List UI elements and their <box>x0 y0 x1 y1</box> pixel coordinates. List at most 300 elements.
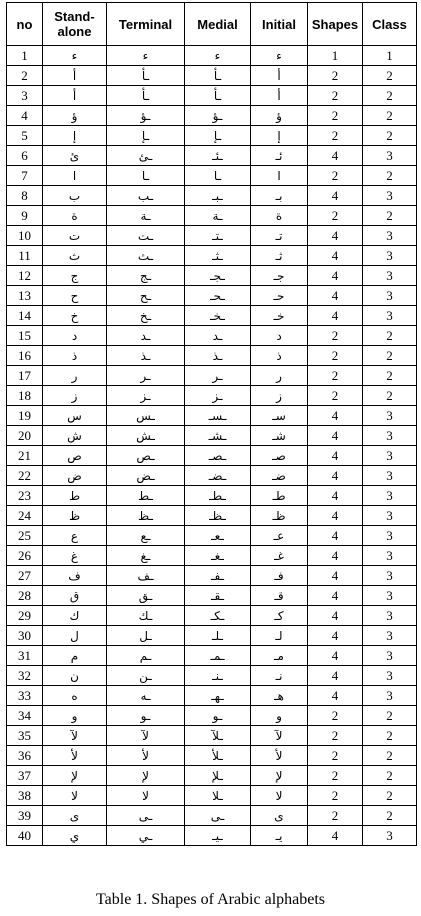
cell-medial: ـلأ <box>185 746 251 766</box>
cell-shapes: 4 <box>308 826 363 846</box>
cell-no: 39 <box>7 806 43 826</box>
cell-standalone: و <box>43 706 107 726</box>
cell-shapes: 2 <box>308 746 363 766</box>
cell-standalone: أ <box>43 86 107 106</box>
cell-no: 1 <box>7 46 43 66</box>
cell-class: 3 <box>363 646 417 666</box>
cell-class: 2 <box>363 366 417 386</box>
cell-class: 2 <box>363 86 417 106</box>
cell-no: 40 <box>7 826 43 846</box>
table-row <box>7 486 417 506</box>
cell-medial: ـأ <box>185 86 251 106</box>
cell-initial: لأ <box>251 746 308 766</box>
cell-no: 5 <box>7 126 43 146</box>
cell-terminal: ـص <box>107 446 185 466</box>
header-initial: Initial <box>251 3 308 46</box>
cell-class: 2 <box>363 766 417 786</box>
cell-initial: عـ <box>251 526 308 546</box>
cell-terminal: لآ <box>107 726 185 746</box>
cell-initial: قـ <box>251 586 308 606</box>
cell-initial: شـ <box>251 426 308 446</box>
cell-standalone: لإ <box>43 766 107 786</box>
cell-medial: ـبـ <box>185 186 251 206</box>
cell-shapes: 4 <box>308 406 363 426</box>
table-row <box>7 566 417 586</box>
table-row <box>7 106 417 126</box>
cell-terminal: لا <box>107 786 185 806</box>
cell-standalone: ض <box>43 466 107 486</box>
cell-standalone: لا <box>43 786 107 806</box>
cell-shapes: 1 <box>308 46 363 66</box>
cell-no: 26 <box>7 546 43 566</box>
cell-medial: ـيـ <box>185 826 251 846</box>
cell-initial: خـ <box>251 306 308 326</box>
cell-initial: ى <box>251 806 308 826</box>
table-row <box>7 786 417 806</box>
cell-medial: ـحـ <box>185 286 251 306</box>
cell-initial: حـ <box>251 286 308 306</box>
cell-medial: ـر <box>185 366 251 386</box>
cell-shapes: 2 <box>308 766 363 786</box>
cell-standalone: ت <box>43 226 107 246</box>
table-row <box>7 686 417 706</box>
cell-terminal: ـذ <box>107 346 185 366</box>
cell-standalone: ا <box>43 166 107 186</box>
table-row <box>7 346 417 366</box>
cell-no: 28 <box>7 586 43 606</box>
cell-shapes: 4 <box>308 666 363 686</box>
cell-shapes: 4 <box>308 306 363 326</box>
cell-shapes: 4 <box>308 626 363 646</box>
cell-terminal: ـك <box>107 606 185 626</box>
cell-class: 2 <box>363 706 417 726</box>
cell-standalone: ص <box>43 446 107 466</box>
cell-terminal: ـع <box>107 526 185 546</box>
cell-shapes: 4 <box>308 146 363 166</box>
cell-standalone: ذ <box>43 346 107 366</box>
cell-shapes: 2 <box>308 326 363 346</box>
table-row <box>7 526 417 546</box>
cell-shapes: 2 <box>308 126 363 146</box>
cell-class: 2 <box>363 106 417 126</box>
cell-terminal: ـث <box>107 246 185 266</box>
cell-medial: ـلإ <box>185 766 251 786</box>
table-row <box>7 806 417 826</box>
cell-shapes: 4 <box>308 606 363 626</box>
cell-no: 10 <box>7 226 43 246</box>
cell-standalone: لآ <box>43 726 107 746</box>
cell-terminal: ـغ <box>107 546 185 566</box>
cell-no: 31 <box>7 646 43 666</box>
cell-class: 3 <box>363 526 417 546</box>
table-row <box>7 666 417 686</box>
cell-shapes: 2 <box>308 206 363 226</box>
table-row <box>7 166 417 186</box>
cell-medial: ـلا <box>185 786 251 806</box>
header-standalone-line2: alone <box>57 24 92 39</box>
table-row <box>7 726 417 746</box>
cell-initial: د <box>251 326 308 346</box>
cell-medial: ـهـ <box>185 686 251 706</box>
cell-standalone: ء <box>43 46 107 66</box>
cell-terminal: ـؤ <box>107 106 185 126</box>
cell-medial: ـعـ <box>185 526 251 546</box>
cell-initial: غـ <box>251 546 308 566</box>
cell-shapes: 4 <box>308 506 363 526</box>
cell-medial: ـنـ <box>185 666 251 686</box>
cell-medial: ـى <box>185 806 251 826</box>
cell-initial: و <box>251 706 308 726</box>
cell-standalone: ك <box>43 606 107 626</box>
cell-terminal: ء <box>107 46 185 66</box>
cell-initial: صـ <box>251 446 308 466</box>
cell-class: 2 <box>363 806 417 826</box>
header-no: no <box>7 3 43 46</box>
cell-standalone: ى <box>43 806 107 826</box>
table-header-row <box>7 3 417 46</box>
cell-medial: ـكـ <box>185 606 251 626</box>
cell-medial: ـسـ <box>185 406 251 426</box>
cell-terminal: ـأ <box>107 66 185 86</box>
cell-shapes: 4 <box>308 646 363 666</box>
table-row <box>7 46 417 66</box>
cell-class: 3 <box>363 826 417 846</box>
header-class: Class <box>363 3 417 46</box>
cell-class: 2 <box>363 346 417 366</box>
cell-shapes: 2 <box>308 86 363 106</box>
cell-initial: أ <box>251 86 308 106</box>
cell-no: 33 <box>7 686 43 706</box>
cell-class: 3 <box>363 466 417 486</box>
cell-medial: ـو <box>185 706 251 726</box>
cell-no: 17 <box>7 366 43 386</box>
cell-initial: لـ <box>251 626 308 646</box>
cell-no: 7 <box>7 166 43 186</box>
cell-no: 12 <box>7 266 43 286</box>
cell-shapes: 4 <box>308 286 363 306</box>
cell-initial: ئـ <box>251 146 308 166</box>
cell-class: 3 <box>363 506 417 526</box>
cell-medial: ـغـ <box>185 546 251 566</box>
cell-shapes: 2 <box>308 386 363 406</box>
table-row <box>7 186 417 206</box>
cell-medial: ـذ <box>185 346 251 366</box>
cell-class: 2 <box>363 726 417 746</box>
cell-no: 16 <box>7 346 43 366</box>
cell-terminal: ـب <box>107 186 185 206</box>
cell-medial: ـطـ <box>185 486 251 506</box>
cell-medial: ـفـ <box>185 566 251 586</box>
table-row <box>7 146 417 166</box>
cell-standalone: ق <box>43 586 107 606</box>
cell-no: 4 <box>7 106 43 126</box>
cell-class: 3 <box>363 266 417 286</box>
cell-terminal: ـخ <box>107 306 185 326</box>
cell-medial: ـقـ <box>185 586 251 606</box>
table-caption: Table 1. Shapes of Arabic alphabets <box>95 891 326 908</box>
cell-standalone: غ <box>43 546 107 566</box>
cell-medial: ـثـ <box>185 246 251 266</box>
cell-no: 9 <box>7 206 43 226</box>
cell-no: 13 <box>7 286 43 306</box>
cell-standalone: لأ <box>43 746 107 766</box>
cell-standalone: ؤ <box>43 106 107 126</box>
cell-medial: ـؤ <box>185 106 251 126</box>
cell-standalone: ظ <box>43 506 107 526</box>
table-row <box>7 206 417 226</box>
cell-class: 3 <box>363 686 417 706</box>
cell-class: 2 <box>363 166 417 186</box>
cell-medial: ـئـ <box>185 146 251 166</box>
cell-class: 2 <box>363 326 417 346</box>
cell-terminal: ـن <box>107 666 185 686</box>
cell-medial: ـصـ <box>185 446 251 466</box>
cell-terminal: ـو <box>107 706 185 726</box>
cell-shapes: 4 <box>308 566 363 586</box>
cell-class: 3 <box>363 406 417 426</box>
table-row <box>7 86 417 106</box>
cell-initial: إ <box>251 126 308 146</box>
cell-class: 3 <box>363 666 417 686</box>
header-standalone-line1: Stand- <box>54 9 95 24</box>
cell-class: 2 <box>363 126 417 146</box>
cell-initial: ثـ <box>251 246 308 266</box>
cell-terminal: لأ <box>107 746 185 766</box>
table-row <box>7 306 417 326</box>
cell-standalone: ح <box>43 286 107 306</box>
table-row <box>7 286 417 306</box>
cell-standalone: ش <box>43 426 107 446</box>
table-row <box>7 746 417 766</box>
header-terminal: Terminal <box>107 3 185 46</box>
cell-shapes: 4 <box>308 526 363 546</box>
cell-medial: ـشـ <box>185 426 251 446</box>
cell-terminal: ـأ <box>107 86 185 106</box>
cell-standalone: ر <box>43 366 107 386</box>
cell-shapes: 4 <box>308 266 363 286</box>
cell-no: 15 <box>7 326 43 346</box>
cell-terminal: ـح <box>107 286 185 306</box>
cell-initial: ظـ <box>251 506 308 526</box>
table-row <box>7 386 417 406</box>
cell-no: 25 <box>7 526 43 546</box>
cell-initial: جـ <box>251 266 308 286</box>
cell-terminal: لإ <box>107 766 185 786</box>
cell-initial: ا <box>251 166 308 186</box>
cell-shapes: 4 <box>308 466 363 486</box>
table-row <box>7 366 417 386</box>
cell-medial: ـخـ <box>185 306 251 326</box>
cell-medial: ـضـ <box>185 466 251 486</box>
cell-no: 22 <box>7 466 43 486</box>
cell-no: 18 <box>7 386 43 406</box>
cell-shapes: 2 <box>308 706 363 726</box>
cell-initial: ضـ <box>251 466 308 486</box>
cell-terminal: ـد <box>107 326 185 346</box>
table-row <box>7 546 417 566</box>
cell-no: 21 <box>7 446 43 466</box>
cell-initial: طـ <box>251 486 308 506</box>
cell-shapes: 2 <box>308 106 363 126</box>
cell-initial: تـ <box>251 226 308 246</box>
table-row <box>7 466 417 486</box>
cell-no: 8 <box>7 186 43 206</box>
cell-initial: فـ <box>251 566 308 586</box>
cell-class: 3 <box>363 566 417 586</box>
cell-no: 27 <box>7 566 43 586</box>
cell-initial: لإ <box>251 766 308 786</box>
cell-no: 6 <box>7 146 43 166</box>
cell-terminal: ـر <box>107 366 185 386</box>
cell-standalone: س <box>43 406 107 426</box>
arabic-shapes-table <box>6 2 417 846</box>
cell-shapes: 4 <box>308 486 363 506</box>
cell-initial: نـ <box>251 666 308 686</box>
cell-initial: ر <box>251 366 308 386</box>
cell-initial: بـ <box>251 186 308 206</box>
cell-standalone: خ <box>43 306 107 326</box>
cell-standalone: إ <box>43 126 107 146</box>
table-row <box>7 66 417 86</box>
header-standalone <box>43 3 107 46</box>
table-row <box>7 246 417 266</box>
cell-no: 14 <box>7 306 43 326</box>
table-body <box>7 46 417 846</box>
cell-class: 3 <box>363 426 417 446</box>
cell-medial: ـتـ <box>185 226 251 246</box>
cell-class: 3 <box>363 146 417 166</box>
cell-shapes: 2 <box>308 366 363 386</box>
table-row <box>7 326 417 346</box>
cell-standalone: ن <box>43 666 107 686</box>
cell-class: 2 <box>363 786 417 806</box>
cell-class: 2 <box>363 66 417 86</box>
cell-medial: ـجـ <box>185 266 251 286</box>
table-row <box>7 226 417 246</box>
cell-shapes: 4 <box>308 546 363 566</box>
table-row <box>7 426 417 446</box>
cell-standalone: ف <box>43 566 107 586</box>
cell-medial: ـلـ <box>185 626 251 646</box>
table-row <box>7 506 417 526</box>
cell-initial: ز <box>251 386 308 406</box>
cell-shapes: 2 <box>308 346 363 366</box>
cell-shapes: 4 <box>308 686 363 706</box>
cell-shapes: 2 <box>308 726 363 746</box>
table-row <box>7 266 417 286</box>
cell-standalone: ل <box>43 626 107 646</box>
cell-initial: كـ <box>251 606 308 626</box>
cell-class: 2 <box>363 206 417 226</box>
cell-terminal: ـت <box>107 226 185 246</box>
cell-terminal: ـظ <box>107 506 185 526</box>
cell-shapes: 4 <box>308 426 363 446</box>
cell-standalone: ه <box>43 686 107 706</box>
cell-terminal: ـم <box>107 646 185 666</box>
cell-terminal: ـئ <box>107 146 185 166</box>
cell-shapes: 4 <box>308 186 363 206</box>
cell-medial: ـز <box>185 386 251 406</box>
cell-initial: أ <box>251 66 308 86</box>
table-row <box>7 406 417 426</box>
cell-terminal: ـا <box>107 166 185 186</box>
cell-standalone: أ <box>43 66 107 86</box>
cell-medial: ـة <box>185 206 251 226</box>
cell-terminal: ـض <box>107 466 185 486</box>
cell-no: 23 <box>7 486 43 506</box>
cell-class: 3 <box>363 306 417 326</box>
cell-medial: ـإ <box>185 126 251 146</box>
cell-standalone: ث <box>43 246 107 266</box>
cell-shapes: 4 <box>308 446 363 466</box>
cell-standalone: ة <box>43 206 107 226</box>
cell-initial: ة <box>251 206 308 226</box>
cell-terminal: ـة <box>107 206 185 226</box>
cell-terminal: ـز <box>107 386 185 406</box>
cell-terminal: ـي <box>107 826 185 846</box>
cell-class: 3 <box>363 546 417 566</box>
header-medial: Medial <box>185 3 251 46</box>
cell-no: 35 <box>7 726 43 746</box>
table-row <box>7 446 417 466</box>
cell-class: 3 <box>363 626 417 646</box>
cell-terminal: ـف <box>107 566 185 586</box>
cell-class: 3 <box>363 446 417 466</box>
cell-initial: ذ <box>251 346 308 366</box>
cell-standalone: ب <box>43 186 107 206</box>
cell-terminal: ـه <box>107 686 185 706</box>
cell-no: 11 <box>7 246 43 266</box>
cell-standalone: ع <box>43 526 107 546</box>
cell-medial: ـمـ <box>185 646 251 666</box>
table-row <box>7 706 417 726</box>
cell-medial: ـلآ <box>185 726 251 746</box>
cell-medial: ـد <box>185 326 251 346</box>
cell-no: 19 <box>7 406 43 426</box>
cell-terminal: ـى <box>107 806 185 826</box>
cell-standalone: ئ <box>43 146 107 166</box>
cell-no: 36 <box>7 746 43 766</box>
table-row <box>7 646 417 666</box>
cell-no: 2 <box>7 66 43 86</box>
cell-shapes: 2 <box>308 66 363 86</box>
cell-class: 2 <box>363 386 417 406</box>
cell-shapes: 2 <box>308 786 363 806</box>
cell-terminal: ـج <box>107 266 185 286</box>
cell-standalone: ز <box>43 386 107 406</box>
cell-class: 2 <box>363 746 417 766</box>
cell-no: 20 <box>7 426 43 446</box>
cell-medial: ء <box>185 46 251 66</box>
cell-terminal: ـإ <box>107 126 185 146</box>
cell-shapes: 4 <box>308 586 363 606</box>
table-row <box>7 826 417 846</box>
cell-terminal: ـق <box>107 586 185 606</box>
cell-terminal: ـل <box>107 626 185 646</box>
cell-terminal: ـس <box>107 406 185 426</box>
cell-class: 3 <box>363 606 417 626</box>
cell-class: 3 <box>363 186 417 206</box>
cell-class: 3 <box>363 226 417 246</box>
cell-class: 3 <box>363 486 417 506</box>
cell-shapes: 4 <box>308 246 363 266</box>
cell-standalone: ي <box>43 826 107 846</box>
cell-no: 34 <box>7 706 43 726</box>
cell-initial: ؤ <box>251 106 308 126</box>
cell-medial: ـا <box>185 166 251 186</box>
cell-no: 29 <box>7 606 43 626</box>
cell-medial: ـأ <box>185 66 251 86</box>
